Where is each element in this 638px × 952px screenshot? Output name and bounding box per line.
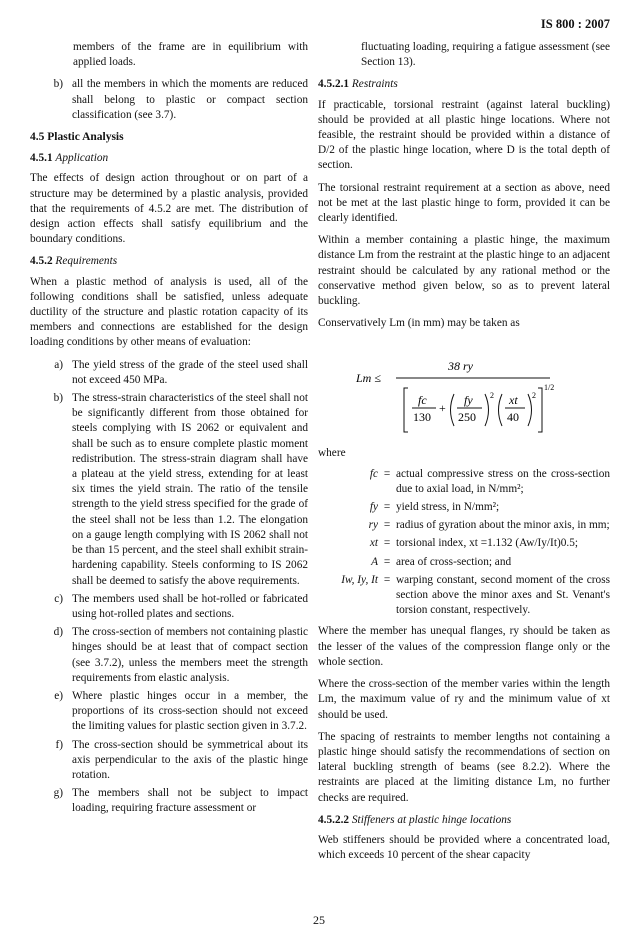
term2-open-paren — [451, 394, 455, 426]
requirements-list — [30, 358, 308, 817]
equals-sign: = — [383, 501, 391, 514]
heading-title: Stiffeners at plastic hinge locations — [351, 813, 512, 826]
term2-exponent: 2 — [490, 391, 494, 401]
term3-open-paren — [499, 394, 503, 426]
heading-number: 4.5.1 — [30, 152, 53, 165]
prior-list — [30, 77, 308, 123]
list-item-label: a) — [54, 358, 63, 371]
plus-sign: + — [439, 401, 446, 416]
definition-row — [318, 518, 610, 533]
paragraph-unequal-flanges: Where the member has unequal flanges, ry should be taken as the lesser of the values of the compression flange only or the whole section. — [318, 625, 610, 668]
equals-sign: = — [383, 555, 391, 568]
page-number: 25 — [313, 913, 325, 927]
right-column — [318, 40, 610, 870]
term1-numerator: fc — [418, 393, 427, 408]
list-item-text: The cross-section should be symmetrical about its axis perpendicular to the axis of the plastic hinge rotation. — [72, 738, 308, 781]
list-item-label: b) — [53, 78, 63, 91]
paragraph-restraints-3: Within a member containing a plastic hinge, the maximum distance Lm from the restraint at the plastic hinge to an adjacent restraint should be calculated by any rational method or the conservative method given below, so as to prevent lateral buckling. — [318, 234, 610, 308]
heading-number: 4.5.2 — [30, 255, 53, 268]
continued-paragraph: fluctuating loading, requiring a fatigue assessment (see Section 13). — [361, 41, 610, 69]
definitions-list — [318, 467, 610, 619]
definition-text: yield stress, in N/mm²; — [396, 501, 500, 514]
list-item-text: The cross-section of members not containing plastic hinges should be at least that of compact section (see 3.7.2), unless the members meet the strength requirements from elastic analysis. — [72, 626, 308, 684]
continued-paragraph: members of the frame are in equilibrium with applied loads. — [73, 41, 308, 69]
term3-exponent: 2 — [532, 391, 536, 401]
formula-graphic — [318, 338, 610, 438]
section-heading-4-5-1 — [30, 151, 308, 166]
definition-text: warping constant, second moment of the cross section above the minor axes and St. Venant's torsion constant, respectively. — [396, 573, 610, 617]
left-bracket — [404, 388, 408, 432]
definition-row — [318, 536, 610, 551]
definition-symbol: fc — [369, 467, 378, 480]
definition-row — [318, 555, 610, 570]
heading-number: 4.5.2.2 — [318, 813, 350, 826]
list-item-text: all the members in which the moments are reduced shall belong to plastic or compact section classification (see 3.7). — [72, 78, 308, 121]
list-item — [30, 358, 308, 388]
term3-numerator: xt — [509, 393, 518, 408]
paragraph-spacing: The spacing of restraints to member lengths not containing a plastic hinge should satisfy the recommendations of section on lateral buckling strength of beams (see 8.2.2). Where the restraints are placed at the limiting distance Lm, no further checks are required. — [318, 730, 610, 804]
list-item-label: g) — [53, 787, 63, 800]
definition-row — [318, 573, 610, 619]
list-item-label: d) — [53, 626, 63, 639]
definition-row — [318, 467, 610, 497]
heading-number: 4.5.2.1 — [318, 78, 350, 91]
section-heading-4-5-2 — [30, 254, 308, 269]
list-item — [30, 391, 308, 589]
formula-numerator: 38 ry — [448, 359, 473, 374]
list-item — [30, 786, 308, 816]
term2-close-paren — [485, 394, 489, 426]
term3-denominator: 40 — [507, 410, 519, 425]
list-item-label: e) — [54, 689, 63, 702]
heading-title: Restraints — [351, 78, 398, 91]
standard-code: IS 800 : 2007 — [540, 17, 610, 31]
equals-sign: = — [383, 519, 391, 532]
term3-close-paren — [528, 394, 532, 426]
list-item-text: The stress-strain characteristics of the steel shall not be significantly different from those obtained for steels complying with IS 2062 or equivalent and shall be such as to ensure complete plastic moment redistribution. The stress-strain diagram shall have a plateau at the yield stress, extending for at least six times the yield strain. The ratio of the tensile strength to the yield stress specified for the grade of the steel shall not be less than 1.2. The elongation on a gauge length complying with IS 2062 shall not be than 15 percent, and the steel shall exhibit strain-hardening capability. Steels conforming to IS 2062 shall be deemed to satisfy the above requirements. — [72, 392, 308, 587]
list-item-text: Where plastic hinges occur in a member, the proportions of its cross-section should not exceed the limiting values for plastic section given in 3.7.2. — [72, 689, 308, 733]
paragraph-restraints-4: Conservatively Lm (in mm) may be taken as — [318, 317, 520, 330]
list-item-label: c) — [54, 592, 63, 605]
definition-symbol: ry — [368, 519, 378, 532]
term2-denominator: 250 — [458, 410, 476, 425]
equals-sign: = — [383, 573, 391, 586]
list-item-text: The members used shall be hot-rolled or fabricated using hot-rolled plates and sections. — [72, 592, 308, 620]
left-column — [30, 40, 308, 823]
list-item-text: The yield stress of the grade of the steel used shall not exceed 450 MPa. — [72, 358, 308, 386]
formula-lhs: Lm ≤ — [356, 371, 381, 386]
definition-symbol: Iw, Iy, It — [341, 573, 378, 586]
where-label: where — [318, 447, 346, 460]
section-heading-4-5: 4.5 Plastic Analysis — [30, 131, 124, 144]
equals-sign: = — [383, 467, 391, 480]
definition-symbol: xt — [369, 537, 378, 550]
paragraph-application: The effects of design action throughout or on part of a structure may be determined by a plastic analysis, provided that the requirements of 4.5.2 are met. The distribution of design action effects shall satisfy equilibrium and the boundary conditions. — [30, 172, 308, 246]
lm-formula — [318, 338, 610, 438]
definition-symbol: A — [371, 555, 378, 568]
definition-row — [318, 500, 610, 515]
equals-sign: = — [383, 537, 391, 550]
list-item — [30, 689, 308, 735]
right-bracket — [538, 388, 542, 432]
list-item — [30, 625, 308, 686]
definition-text: radius of gyration about the minor axis, in mm; — [396, 519, 610, 532]
paragraph-restraints-1: If practicable, torsional restraint (against lateral buckling) should be provided at all plastic hinge locations. Where not feasible, the restraint should be provided within a distance of D/2 of the plastic hinge location, where D is the total depth of section. — [318, 98, 610, 172]
list-item-label: b) — [53, 392, 63, 405]
paragraph-varying-section: Where the cross-section of the member varies within the length Lm, the maximum value of ry and the minimum value of xt should be used. — [318, 678, 610, 721]
heading-title: Application — [55, 152, 109, 165]
definition-text: area of cross-section; and — [396, 555, 512, 568]
list-item-label: f) — [55, 738, 63, 751]
term2-numerator: fy — [464, 393, 473, 408]
paragraph-stiffeners: Web stiffeners should be provided where a concentrated load, which exceeds 10 percent of the shear capacity — [318, 833, 610, 862]
heading-title: Requirements — [55, 255, 118, 268]
paragraph-requirements: When a plastic method of analysis is used, all of the following conditions shall be satisfied, unless adequate ductility of the structure and plastic rotation capacity of its members and connections are established for the design loading conditions by other means of evaluation: — [30, 275, 308, 349]
outer-exponent: 1/2 — [544, 383, 555, 393]
list-item — [30, 77, 308, 123]
section-heading-4-5-2-2 — [318, 813, 610, 828]
list-item — [30, 592, 308, 622]
paragraph-restraints-2: The torsional restraint requirement at a section as above, need not be met at the last plastic hinge to form, provided it can be clearly identified. — [318, 181, 610, 225]
term1-denominator: 130 — [413, 410, 431, 425]
list-item — [30, 738, 308, 784]
section-heading-4-5-2-1 — [318, 77, 610, 92]
definition-text: torsional index, xt =1.132 (Aw/Iy/It)0.5; — [396, 537, 578, 550]
list-item-text: The members shall not be subject to impact loading, requiring fracture assessment or — [72, 787, 308, 815]
definition-text: actual compressive stress on the cross-section due to axial load, in N/mm²; — [396, 467, 610, 495]
definition-symbol: fy — [369, 501, 378, 514]
